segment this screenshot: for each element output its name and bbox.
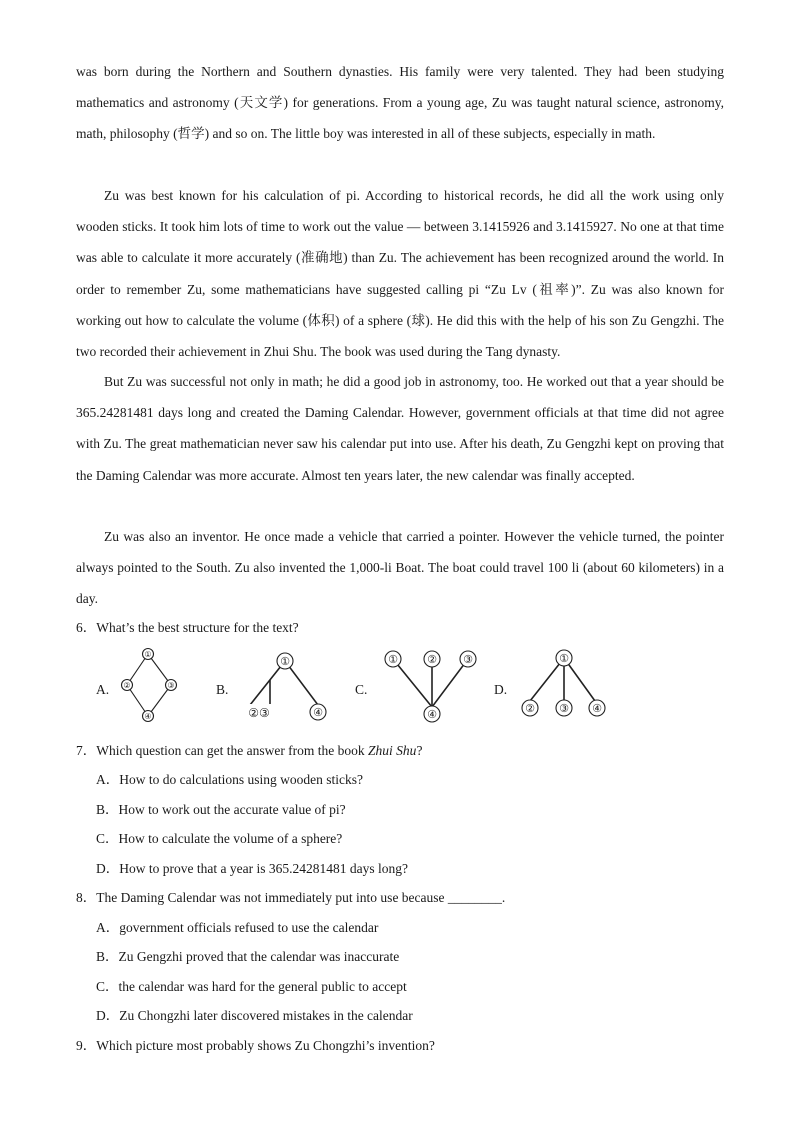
diagram-c[interactable] (385, 651, 476, 722)
q8-option-d[interactable]: D．Zu Chongzhi later discovered mistakes in the calendar (96, 1008, 413, 1023)
node-1-label: ① (280, 655, 290, 668)
question-8-stem: 8．The Daming Calendar was not immediately put into use because ________. (76, 890, 506, 905)
node-2-label: ② (525, 702, 535, 715)
node-3-label: ③ (559, 702, 569, 715)
passage-paragraph-3: But Zu was successful not only in math; he did a good job in astronomy, too. He worked out that a year should be 365.24281481 days long and created the Daming Calendar. However, government officials at that time did not agree with Zu. The great mathematician never saw his calendar put into use. After his death, Zu Gengzhi kept on proving that the Daming Calendar was more accurate. Almost ten years later, the new calendar was finally accepted. (76, 374, 724, 483)
q8-option-a[interactable]: A．government officials refused to use the calendar (96, 920, 379, 935)
q7-option-d[interactable]: D．How to prove that a year is 365.24281481 days long? (96, 861, 408, 876)
q7-option-c[interactable]: C．How to calculate the volume of a sphere? (96, 831, 343, 846)
node-2-label: ② (427, 653, 437, 666)
node-1-label: ① (559, 652, 569, 665)
node-4-label: ④ (427, 708, 437, 721)
passage-paragraph-4: Zu was also an inventor. He once made a vehicle that carried a pointer. However the vehicle turned, the pointer always pointed to the South. Zu also invented the 1,000-li Boat. The boat could travel 100 li (about 60 kilometers) in a day. (76, 529, 724, 607)
node-3-label: ③ (463, 653, 473, 666)
node-1-label: ① (388, 653, 398, 666)
question-9-stem: 9．Which picture most probably shows Zu Chongzhi’s invention? (76, 1038, 435, 1053)
diagram-d[interactable] (522, 650, 605, 716)
node-3-label: ③ (167, 681, 175, 690)
node-4-label: ④ (592, 702, 602, 715)
q6-structure-diagrams (0, 645, 800, 725)
q8-option-b[interactable]: B．Zu Gengzhi proved that the calendar was inaccurate (96, 949, 400, 964)
node-23-label: ②③ (248, 706, 270, 720)
node-2-label: ② (123, 681, 131, 690)
passage-paragraph-1: was born during the Northern and Southern dynasties. His family were very talented. They had been studying mathematics and astronomy (天文学) for generations. From a young age, Zu was taught natural science, astronomy, math, philosophy (哲学) and so on. The little boy was interested in all of these subjects, especially in math. (76, 64, 724, 142)
q7-option-b[interactable]: B．How to work out the accurate value of pi? (96, 802, 346, 817)
q6-option-b-label[interactable]: B. (216, 682, 229, 697)
q7-book-title: Zhui Shu (368, 743, 417, 758)
node-1-label: ① (144, 650, 152, 659)
q7-stem-text: 7．Which question can get the answer from the book (76, 743, 369, 758)
diagram-a[interactable] (122, 649, 177, 722)
q7-option-a[interactable]: A．How to do calculations using wooden sticks? (96, 772, 363, 787)
node-4-label: ④ (144, 712, 152, 721)
passage-paragraph-2: Zu was best known for his calculation of pi. According to historical records, he did all the work using only wooden sticks. It took him lots of time to work out the value — between 3.1415926 and 3.1415927. No one at that time was able to calculate it more accurately (准确地) than Zu. The achievement has been recognized around the world. In order to remember Zu, some mathematicians have suggested calling pi “Zu Lv (祖率)”. Zu was also known for working out how to calculate the volume (体积) of a sphere (球). He did this with the help of his son Zu Gengzhi. The two recorded their achievement in Zhui Shu. The book was used during the Tang dynasty. (76, 188, 724, 360)
q6-option-a-label[interactable]: A. (96, 682, 110, 697)
q6-option-d-label[interactable]: D. (494, 682, 508, 697)
q6-option-c-label[interactable]: C. (355, 682, 368, 697)
q7-stem-end: ? (416, 743, 423, 758)
q8-option-c[interactable]: C．the calendar was hard for the general public to accept (96, 979, 407, 994)
question-7-stem (76, 741, 422, 761)
question-6-stem: 6．What’s the best structure for the text? (76, 620, 299, 635)
diagram-b[interactable] (240, 653, 326, 720)
node-4-label: ④ (313, 706, 323, 719)
